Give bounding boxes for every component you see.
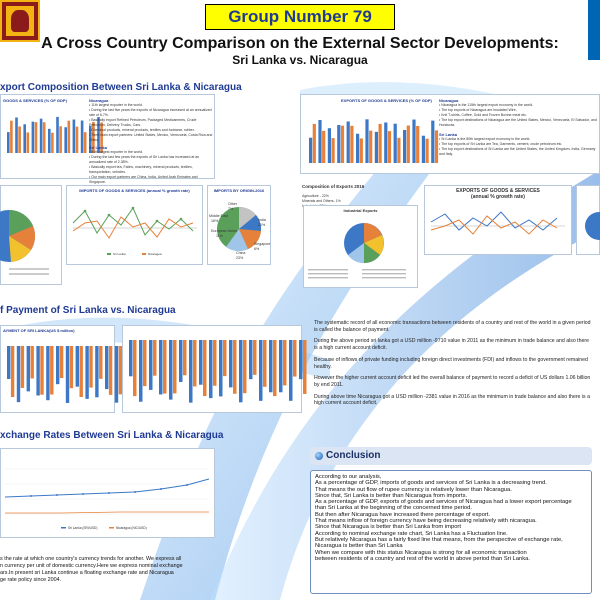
export-panel-left xyxy=(0,94,215,184)
concl-line-14: between residents of a country and rest of the world in above period than Sri Lanka. xyxy=(315,555,530,562)
edge-pie xyxy=(577,186,599,254)
exports-growth-title: EXPORTS OF GOODS & SERVICES xyxy=(456,188,540,194)
export-panel-right xyxy=(300,94,600,174)
composition-title: Composition of Exports 2016 xyxy=(302,184,365,189)
pie-pct-other: 7% xyxy=(228,207,234,211)
decorative-bar xyxy=(341,126,344,163)
decorative-bar xyxy=(139,340,143,402)
er-line-3: ars.In present sri Lanka continue a floating exchange rate and Nicaragua xyxy=(0,570,174,576)
decorative-bar xyxy=(375,132,378,163)
decorative-bar xyxy=(109,346,112,395)
concl-line-4: Since that, Sri Lanka is better than Nicaragua from imports. xyxy=(315,492,468,499)
decorative-bar xyxy=(422,136,425,163)
comp-line-1: Agriculture - 22% xyxy=(302,194,329,198)
decorative-bar xyxy=(179,340,183,382)
nic-line-1: • 11th largest exporter in the world. xyxy=(89,103,143,107)
imports-origin-panel xyxy=(207,185,271,265)
decorative-bar xyxy=(76,346,79,387)
bop-para-5: During above time Nicaragua got a USD million -2381 value in 2016 as the minimum in trade balance and also there is a high current account deficit. xyxy=(314,393,590,407)
decorative-bar xyxy=(384,122,387,163)
pie-pct-sg: 6% xyxy=(254,247,260,251)
er-line-1: s the rate at which one country's currency trends for another. We express all xyxy=(0,556,182,562)
decorative-bar xyxy=(56,346,59,384)
concl-line-10: According to nominal exchange rate chart, Sri Lanka has a Fluctuation line. xyxy=(315,530,508,537)
er-line-4: ge rate policy since 2004. xyxy=(0,577,62,583)
decorative-bar xyxy=(189,340,193,403)
decorative-bar xyxy=(394,124,397,163)
concl-line-8: That means inflow of foreign currency have being decreasing relatively with nicaragua. xyxy=(315,518,537,525)
exports-growth-subtitle: (annual % growth rate) xyxy=(471,194,525,200)
decorative-bar xyxy=(369,131,372,163)
industrial-exports-pie xyxy=(304,213,417,285)
rnic-line-4: • The top export destinations of Nicaragua are the United States, Mexico, Venezuela, El Salvador, and Honduras. xyxy=(439,118,597,127)
decorative-bar xyxy=(21,346,24,388)
imports-origin-pie xyxy=(208,193,270,263)
decorative-bar xyxy=(313,124,316,163)
decorative-bar xyxy=(289,340,293,401)
decorative-bar xyxy=(169,340,173,400)
exchange-rate-description xyxy=(0,556,215,584)
decorative-bar xyxy=(31,346,34,378)
decorative-bar xyxy=(347,121,350,163)
nic-line-3: • Basically export Refined Petroleum, Packaged Medicaments, Crude Petroleum, Delivery Trucks, Cars. xyxy=(89,118,197,127)
decorative-bar xyxy=(81,121,84,153)
sl-line-2: • During the last few years the exports of Sri Lanka has increased at an annualized rate of 2.38%. xyxy=(89,155,200,164)
decorative-bar xyxy=(407,126,410,163)
decorative-bar xyxy=(163,340,167,394)
section-heading-export: xport Composition Between Sri Lanka & Nicaragua xyxy=(0,82,242,93)
decorative-bar xyxy=(303,340,307,394)
concl-line-3: That means the out flow of rupee currency is relatively lower than Nicaragua. xyxy=(315,486,512,493)
pie-pct-china: 23% xyxy=(236,256,244,260)
decorative-bar xyxy=(365,119,368,163)
concl-line-1: According to our analysis, xyxy=(315,474,382,480)
concl-line-7: But then after Nicaragua have increased there percentage of export. xyxy=(315,511,490,518)
decorative-bar xyxy=(143,340,147,386)
decorative-bar xyxy=(60,346,63,378)
poster-subtitle: Sri Lanka vs. Nicaragua xyxy=(232,53,368,67)
decorative-bar xyxy=(40,346,43,395)
exchange-rate-line-chart xyxy=(1,449,214,537)
right-panel-notes xyxy=(439,98,599,157)
decorative-bar xyxy=(397,138,400,163)
decorative-bar xyxy=(32,122,35,153)
decorative-bar xyxy=(350,126,353,163)
left-panel-notes xyxy=(89,98,214,185)
decorative-bar xyxy=(27,132,30,153)
exports-growth-panel-edge xyxy=(576,185,600,255)
decorative-bar xyxy=(7,346,10,379)
pie-pct-eu: 11% xyxy=(216,234,223,238)
decorative-bar xyxy=(213,340,217,386)
poster-title: A Cross Country Comparison on the External Sector Developments: xyxy=(41,35,559,52)
bop-panel-right xyxy=(122,325,302,413)
pie-label-eu: European Union xyxy=(211,229,237,233)
section-heading-exchange: xchange Rates Between Sri Lanka & Nicaragua xyxy=(0,430,224,441)
decorative-bar xyxy=(233,340,237,394)
conclusion-header xyxy=(310,447,592,465)
decorative-bar xyxy=(293,340,297,377)
bop-para-4: However the higher current account deficit led the overall balance of payment to record a deficit of US dollars 1.06 billion by end 2011. xyxy=(314,375,591,388)
pie-panel-left xyxy=(0,185,62,285)
decorative-bar xyxy=(273,340,277,396)
sl-line-4: • Our main export partners are China, India, United Arab Emirates and Singapore. xyxy=(89,175,198,184)
decorative-bar xyxy=(36,346,39,396)
left-chart-title: GOODS & SERVICES (% OF GDP) xyxy=(3,98,67,103)
decorative-bar xyxy=(249,340,253,379)
decorative-bar xyxy=(46,346,49,400)
decorative-bar xyxy=(10,121,13,153)
srilanka-head-left: Sri Lanka xyxy=(89,145,108,150)
rsl-line-1: • Sri Lanka is the 80th largest export economy in the world. xyxy=(439,137,531,141)
concl-line-5: As a percentage of GDP, exports of goods and services of Nicaragua had a lower export percentage xyxy=(315,499,572,506)
imports-origin-title: IMPORTS BY ORIGIN-2016 xyxy=(213,188,265,193)
legend-nic-imports: Nicaragua xyxy=(148,252,162,256)
concl-line-11: But relatively Nicaragua has a fairly fixed line that means, from the perspective of exchange rate, xyxy=(315,536,563,543)
decorative-bar xyxy=(85,346,88,399)
nic-line-5: • Their main export partners: United States, Mexico, Venezuela, Costa Rica and China. xyxy=(89,133,213,142)
decorative-bar xyxy=(76,127,79,153)
nic-line-2: • During the last five years the exports of Nicaragua increased at an annualized rate of 6.7%. xyxy=(89,108,212,117)
decorative-bar xyxy=(356,134,359,163)
rsl-line-2: • The top exports of Sri Lanka are Tea, Garments, cement, crude petroleum etc. xyxy=(439,142,563,146)
decorative-bar xyxy=(239,340,243,402)
decorative-bar xyxy=(35,122,38,153)
decorative-bar xyxy=(7,132,10,153)
decorative-bar xyxy=(43,122,46,153)
nicaragua-head-left: Nicaragua xyxy=(89,98,109,103)
bop-description xyxy=(314,320,592,412)
exports-growth-panel xyxy=(424,185,572,255)
legend-sl-imports: Sri Lanka xyxy=(113,252,126,256)
decorative-bar xyxy=(89,346,92,388)
decorative-bar xyxy=(431,121,434,163)
decorative-bar xyxy=(27,346,30,391)
decorative-bar xyxy=(18,126,21,153)
decorative-bar xyxy=(66,346,69,403)
bop-para-3: Because of inflows of private funding including foreign direct investments (FDI) and inflows to the government remained healthy. xyxy=(314,356,588,370)
decorative-bar xyxy=(328,128,331,163)
decorative-bar xyxy=(403,130,406,163)
bop-para-2: During the above period sri lanka got a USD million -9710 value in 2011 as the minimum in trade balance and also there is a high current account deficit. xyxy=(314,338,589,352)
decorative-bar xyxy=(68,121,71,153)
decorative-bar xyxy=(95,346,98,397)
decorative-bar xyxy=(51,133,54,153)
comp-line-2: Minerals and Others- 1% xyxy=(302,199,341,203)
pie-pct-me: 16% xyxy=(211,219,219,223)
nic-line-4: • Chemical products, mineral products, textiles and footwear, rubber. xyxy=(89,128,195,132)
decorative-bar xyxy=(84,132,87,153)
bop-para-1: The systematic record of all economic transactions between residents of a country and rest of the world in a given period is called the balance of payment. xyxy=(314,320,591,333)
conclusion-bullet-icon xyxy=(315,452,323,460)
exports-growth-line-chart xyxy=(425,200,571,252)
er-line-2: n currency per unit of domestic currency.Here we express nominal exchange xyxy=(0,563,183,569)
decorative-bar xyxy=(360,138,363,163)
decorative-bar xyxy=(23,124,26,153)
decorative-bar xyxy=(435,130,438,163)
bop-right-bar-chart xyxy=(125,330,301,412)
decorative-bar xyxy=(11,346,14,397)
decorative-bar xyxy=(299,340,303,379)
imports-growth-line-chart xyxy=(67,193,202,261)
pie-label-me: Middle East xyxy=(209,214,228,218)
decorative-bar xyxy=(17,346,20,402)
pie-label-china: China xyxy=(236,251,246,255)
decorative-bar xyxy=(64,127,67,153)
pie-label-other: Other xyxy=(228,202,237,206)
decorative-bar xyxy=(322,131,325,163)
decorative-bar xyxy=(48,129,51,153)
left-pie-chart xyxy=(1,186,61,284)
decorative-bar xyxy=(283,340,287,385)
sl-line-3: • Basically export tea, Fabric, machinery, mineral products, textiles, transportation, vehicles. xyxy=(89,165,193,174)
decorative-bar xyxy=(203,340,207,396)
decorative-bar xyxy=(279,340,283,392)
concl-line-13: When we compare with this status Nicaragua is strong for all economic transaction xyxy=(315,549,527,556)
decorative-bar xyxy=(426,139,429,163)
concl-line-12: Nicaragua is better than Sri Lanka xyxy=(315,543,403,550)
decorative-bar xyxy=(73,120,76,153)
pie-label-sg: Singapore xyxy=(254,242,271,246)
decorative-bar xyxy=(379,124,382,163)
industrial-exports-panel xyxy=(303,205,418,288)
decorative-bar xyxy=(173,340,177,393)
pie-pct-india: 21% xyxy=(258,223,266,227)
decorative-bar xyxy=(59,126,62,153)
decorative-bar xyxy=(40,119,43,153)
decorative-bar xyxy=(199,340,203,385)
concl-line-2: As a percentage of GDP, imports of goods and services of Sri Lanka is a decreasing trend. xyxy=(315,480,547,487)
decorative-bar xyxy=(159,340,163,394)
decorative-bar xyxy=(309,138,312,163)
decorative-bar xyxy=(416,126,419,163)
decorative-bar xyxy=(99,346,102,379)
decorative-bar xyxy=(115,346,118,403)
decorative-bar xyxy=(56,117,59,153)
nicaragua-head-right: Nicaragua xyxy=(439,98,459,103)
decorative-bar xyxy=(129,340,133,376)
er-legend-nic: Nicaragua (NIC/USD) xyxy=(116,526,147,530)
decorative-bar xyxy=(70,346,73,388)
decorative-bar xyxy=(243,340,247,393)
right-chart-title: EXPORTS OF GOODS & SERVICES (% OF GDP) xyxy=(341,98,432,103)
concl-line-6: than Sri Lanka at the beginning of the concerned time period. xyxy=(315,505,472,512)
left-export-bar-chart xyxy=(3,107,83,157)
bop-left-bar-chart xyxy=(3,336,114,412)
decorative-bar xyxy=(223,340,227,376)
pie-label-india: India xyxy=(258,218,266,222)
industrial-exports-title: Industrial Exports xyxy=(343,208,378,213)
decorative-bar xyxy=(229,340,233,387)
right-export-bar-chart xyxy=(305,107,433,167)
er-legend-sl: Sri Lanka (SRI/USD) xyxy=(68,526,98,530)
decorative-bar xyxy=(105,346,108,389)
decorative-bar xyxy=(149,340,153,390)
decorative-bar xyxy=(15,117,18,153)
rnic-line-2: • The top exports of Nicaragua are Insulated Wire, xyxy=(439,108,517,112)
decorative-bar xyxy=(209,340,213,398)
decorative-bar xyxy=(153,340,157,376)
bop-panel-left xyxy=(0,325,115,413)
bop-chart-title: AYMENT OF SRI LANKA(US $ million) xyxy=(3,328,75,333)
decorative-bar xyxy=(219,340,223,396)
rnic-line-3: • Knit T-shirts, Coffee, Gold and Frozen Bovine meat etc. xyxy=(439,113,527,117)
decorative-bar xyxy=(337,125,340,163)
decorative-bar xyxy=(193,340,197,386)
decorative-bar xyxy=(253,340,257,375)
group-number-label: Group Number 79 xyxy=(205,4,395,30)
decorative-bar xyxy=(269,340,273,392)
decorative-bar xyxy=(332,138,335,163)
conclusion-body xyxy=(310,470,592,594)
decorative-bar xyxy=(318,120,321,163)
rsl-line-3: • The top export destinations of Sri Lanka are the United States, the United Kingdom, India, Germany and Italy. xyxy=(439,147,596,156)
sl-line-1: • 84th largest exporter in the world. xyxy=(89,150,144,154)
decorative-bar xyxy=(388,131,391,163)
concl-line-9: Since that Nicaragua is better than Sri Lanka from import xyxy=(315,524,461,531)
exchange-rate-panel xyxy=(0,448,215,538)
section-heading-bop: f Payment of Sri Lanka vs. Nicaragua xyxy=(0,305,176,316)
conclusion-heading: Conclusion xyxy=(326,450,381,461)
srilanka-head-right: Sri Lanka xyxy=(439,132,458,137)
decorative-bar xyxy=(183,340,187,375)
decorative-bar xyxy=(80,346,83,397)
decorative-bar xyxy=(412,120,415,163)
decorative-bar xyxy=(259,340,263,401)
decorative-bar xyxy=(133,340,137,396)
decorative-bar xyxy=(50,346,53,395)
imports-growth-panel xyxy=(66,185,203,265)
imports-growth-title: IMPORTS OF GOODS & SERVICES (annual % growth rate) xyxy=(79,188,190,193)
rnic-line-1: • Nicaragua is the 115th largest export economy in the world. xyxy=(439,103,534,107)
decorative-bar xyxy=(263,340,267,387)
